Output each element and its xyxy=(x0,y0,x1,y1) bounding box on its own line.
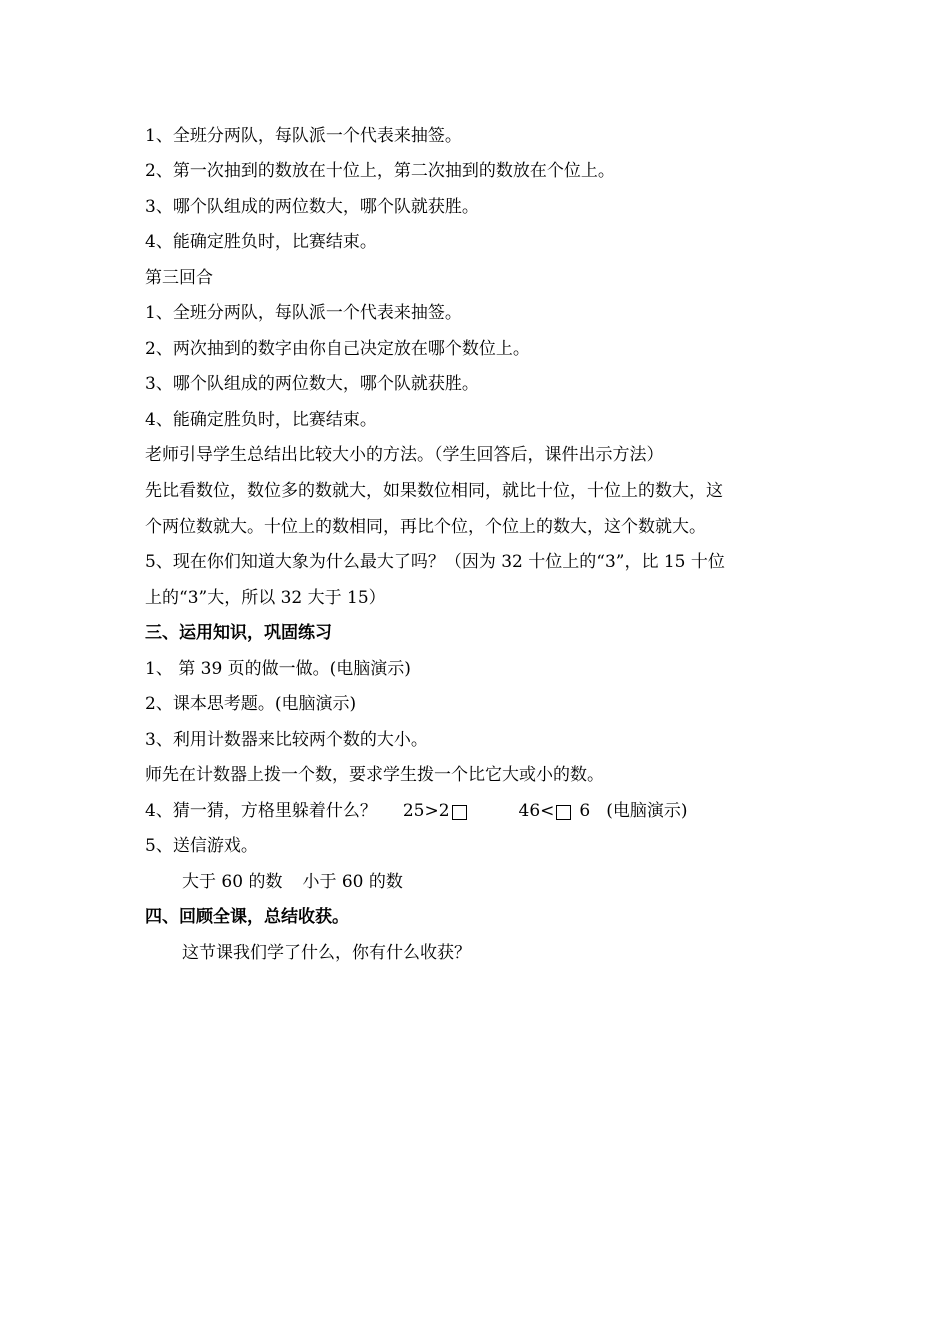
blank-box xyxy=(452,805,467,820)
demo-note: (电脑演示) xyxy=(606,801,688,821)
round2-rule-2: 2、第一次抽到的数放在十位上，第二次抽到的数放在个位上。 xyxy=(145,161,615,181)
round2-rule-3: 3、哪个队组成的两位数大，哪个队就获胜。 xyxy=(145,197,479,217)
guess-prompt: 4、猜一猜，方格里躲着什么？ xyxy=(145,801,377,821)
round2-rule-1: 1、全班分两队，每队派一个代表来抽签。 xyxy=(145,126,462,146)
summary-method-2: 个两位数就大。十位上的数相同，再比个位，个位上的数大，这个数就大。 xyxy=(145,517,706,537)
expression-2-suffix: 6 xyxy=(579,801,591,821)
expression-2: 46< xyxy=(518,801,555,821)
section3-teacher-note: 师先在计数器上拨一个数，要求学生拨一个比它大或小的数。 xyxy=(145,765,604,785)
expression-1: 25>2 xyxy=(402,801,450,821)
round3-rule-3: 3、哪个队组成的两位数大，哪个队就获胜。 xyxy=(145,374,479,394)
blank-box xyxy=(556,805,571,820)
section3-heading: 三、运用知识，巩固练习 xyxy=(145,623,332,643)
section3-item-1: 1、 第 39 页的做一做。(电脑演示) xyxy=(145,659,411,679)
section3-item-2: 2、课本思考题。(电脑演示) xyxy=(145,694,357,714)
summary-intro: 老师引导学生总结出比较大小的方法。（学生回答后，课件出示方法） xyxy=(145,445,664,465)
section4-heading: 四、回顾全课，总结收获。 xyxy=(145,907,349,927)
round3-rule-2: 2、两次抽到的数字由你自己决定放在哪个数位上。 xyxy=(145,339,530,359)
section4-question: 这节课我们学了什么，你有什么收获？ xyxy=(182,943,471,963)
section3-item-5: 5、送信游戏。 xyxy=(145,836,258,856)
summary-method-1: 先比看数位，数位多的数就大，如果数位相同，就比十位，十位上的数大，这 xyxy=(145,481,723,501)
section3-item-3: 3、利用计数器来比较两个数的大小。 xyxy=(145,730,428,750)
less-than-60-label: 小于 60 的数 xyxy=(302,872,403,892)
greater-than-60-label: 大于 60 的数 xyxy=(182,872,283,892)
section3-item-4 xyxy=(145,800,688,822)
summary-question: 5、现在你们知道大象为什么最大了吗？（因为 32 十位上的“3”，比 15 十位 xyxy=(145,552,725,572)
round2-rule-4: 4、能确定胜负时，比赛结束。 xyxy=(145,232,377,252)
round3-title: 第三回合 xyxy=(145,268,213,288)
summary-answer: 上的“3”大，所以 32 大于 15） xyxy=(145,588,386,608)
mail-game-labels xyxy=(182,871,403,893)
round3-rule-1: 1、全班分两队，每队派一个代表来抽签。 xyxy=(145,303,462,323)
round3-rule-4: 4、能确定胜负时，比赛结束。 xyxy=(145,410,377,430)
